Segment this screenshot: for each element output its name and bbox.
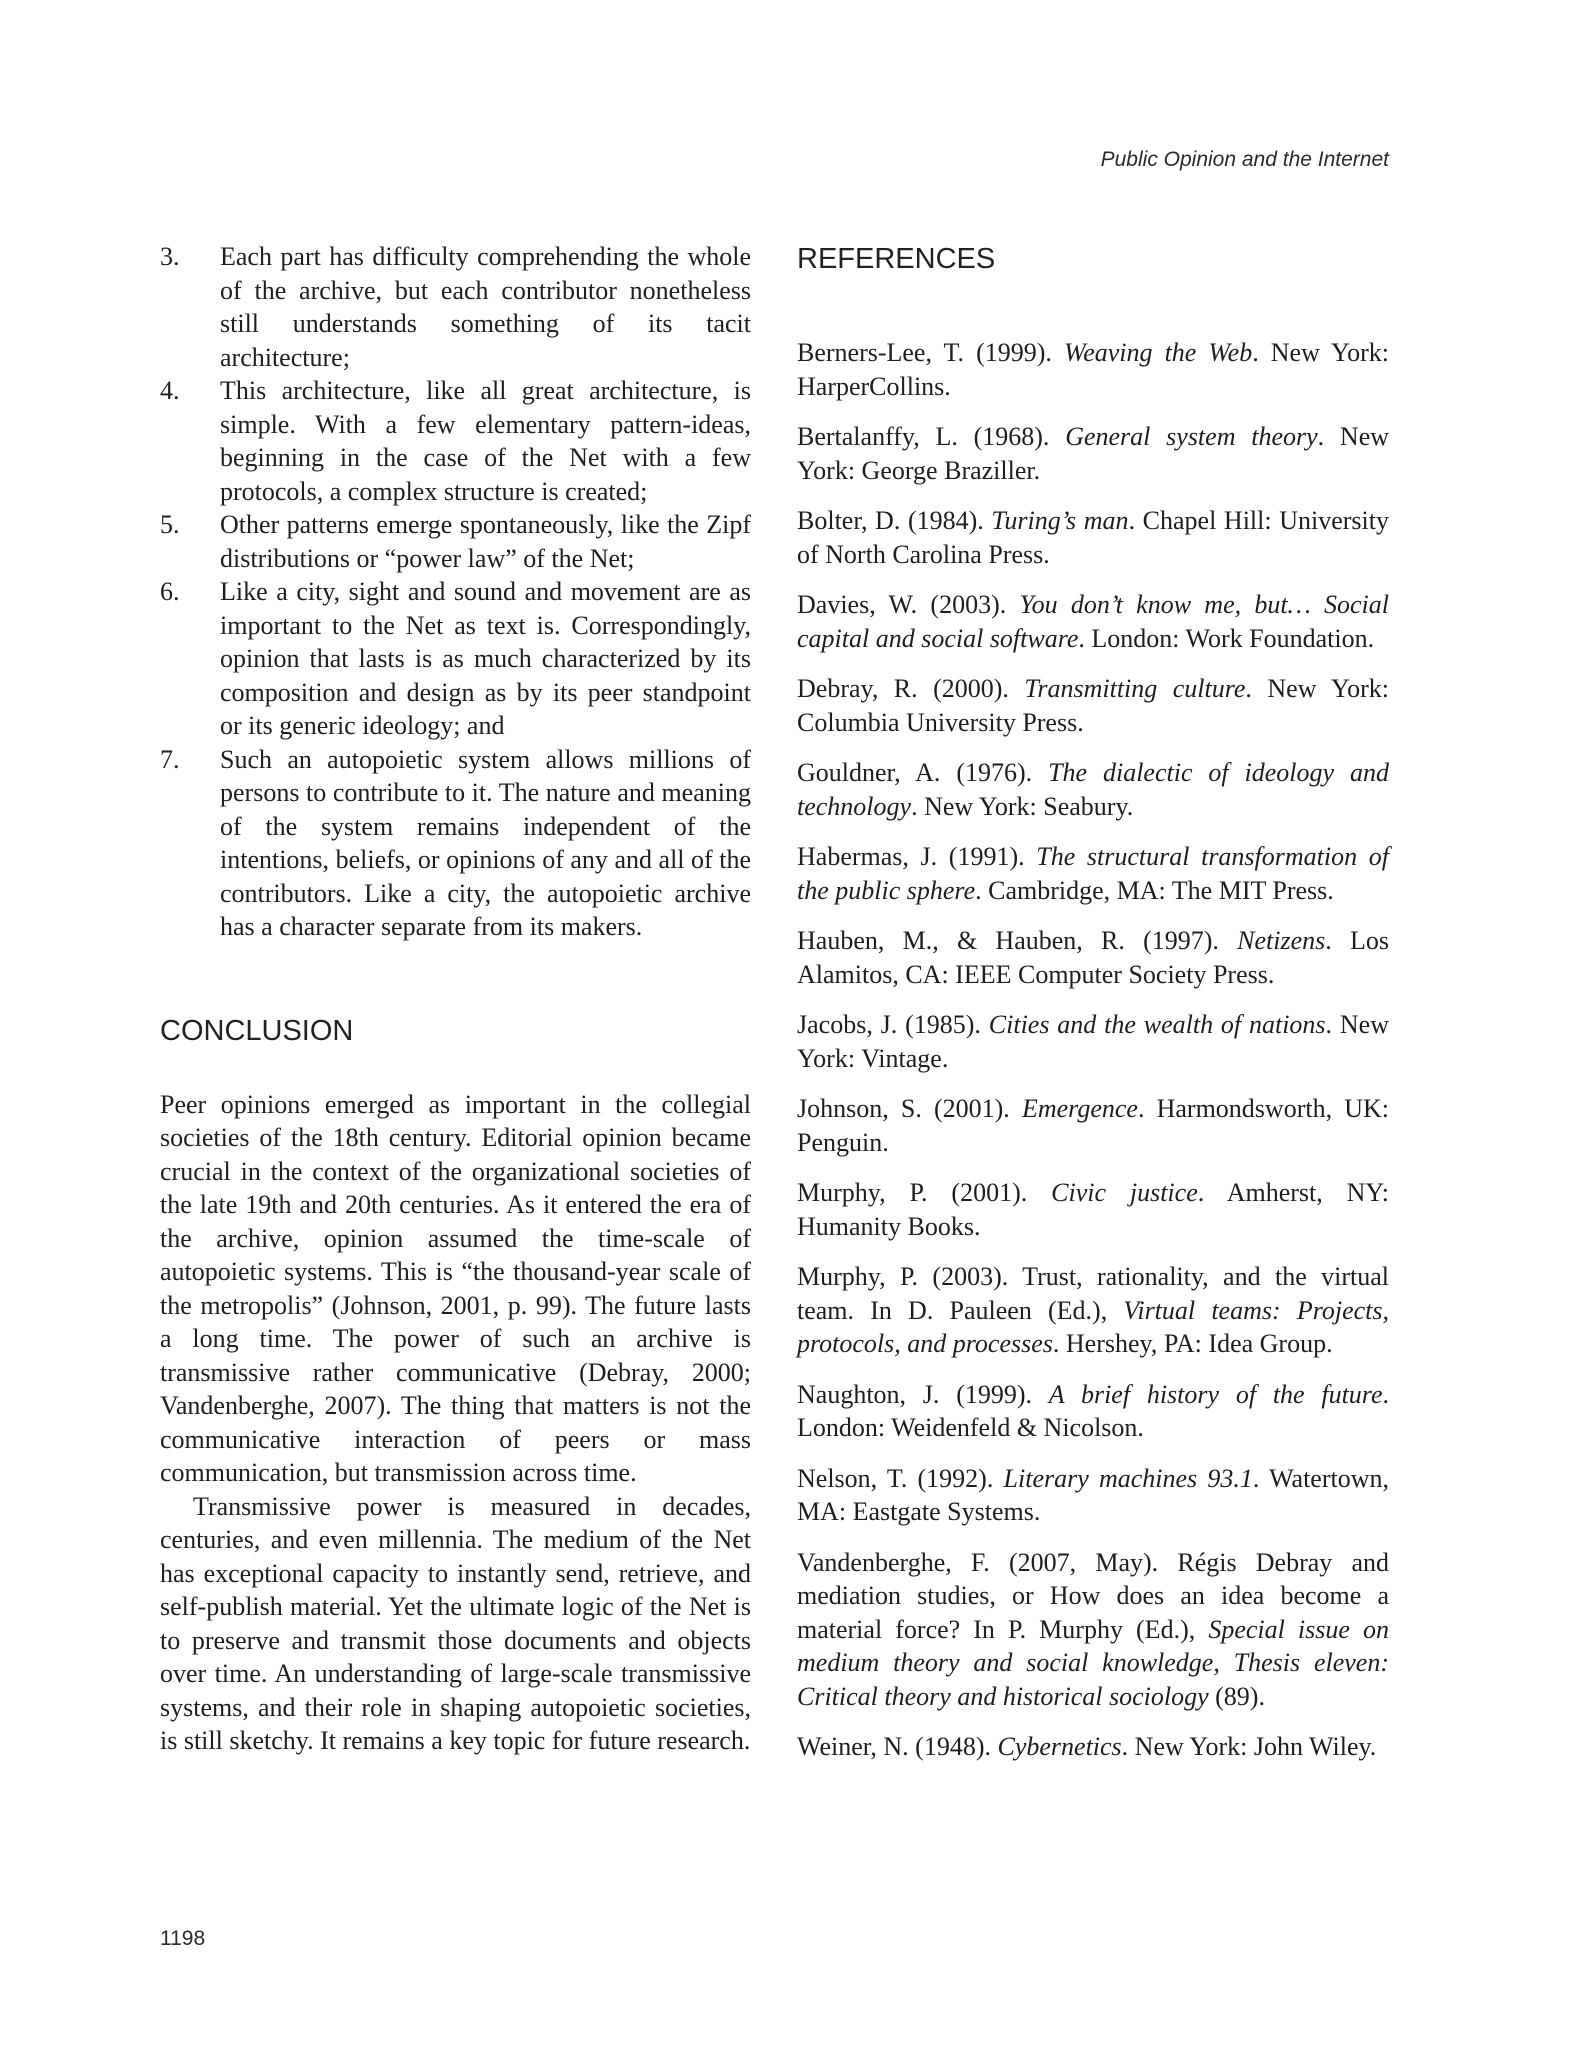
reference-entry: Weiner, N. (1948). Cybernetics. New York: John Wiley.	[797, 1732, 1377, 1761]
reference-title: The dialectic of ideology and technology	[797, 758, 1389, 821]
reference-title: Emergence	[1021, 1094, 1138, 1123]
list-item	[160, 743, 751, 944]
list-item-text: Each part has difficulty comprehending the whole of the archive, but each contributor nonetheless still understands something of its tacit architecture;	[220, 242, 751, 372]
left-column	[160, 240, 751, 1758]
reference-entry: Murphy, P. (2001). Civic justice. Amherst, NY: Humanity Books.	[797, 1178, 1390, 1241]
reference-title: You don’t know me, but… Social capital and social software	[797, 590, 1389, 653]
reference-entry: Gouldner, A. (1976). The dialectic of ideology and technology. New York: Seabury.	[797, 758, 1389, 821]
list-item-text: This architecture, like all great architecture, is simple. With a few elementary pattern-ideas, beginning in the case of the Net with a few protocols, a complex structure is created;	[220, 376, 751, 506]
reference-title: Cybernetics	[997, 1732, 1122, 1761]
reference-entry: Nelson, T. (1992). Literary machines 93.1. Watertown, MA: Eastgate Systems.	[797, 1463, 1390, 1526]
right-column	[797, 240, 1389, 1781]
reference-title: Weaving the Web	[1063, 338, 1253, 367]
conclusion-paragraph: Peer opinions emerged as important in the collegial societies of the 18th century. Editorial opinion became crucial in the context of the organizational societies of the late 19th and 20th centuries. As it entered the era of the archive, opinion assumed the time-scale of autopoietic systems. This is “the thousand-year scale of the metropolis” (Johnson, 2001, p. 99). The future lasts a long time. The power of such an archive is transmissive rather communicative (Debray, 2000; Vandenberghe, 2007). The thing that matters is not the communicative interaction of peers or mass communication, but transmission across time.	[160, 1089, 751, 1487]
reference-title: Civic justice	[1051, 1178, 1198, 1207]
page-number: 1198	[160, 1927, 206, 1950]
conclusion-paragraph: Transmissive power is measured in decades, centuries, and even millennia. The medium of the Net has exceptional capacity to instantly send, retrieve, and self-publish material. Yet the ultimate logic of the Net is to preserve and transmit those documents and objects over time. An understanding of large-scale transmissive systems, and their role in shaping autopoietic societies, is still sketchy. It remains a key topic for future research.	[160, 1491, 751, 1755]
numbered-list	[160, 240, 751, 944]
reference-title: Virtual teams: Projects, protocols, and processes	[797, 1295, 1389, 1358]
reference-entry: Berners-Lee, T. (1999). Weaving the Web. New York: HarperCollins.	[797, 338, 1389, 401]
reference-list	[797, 336, 1389, 1764]
reference-entry: Vandenberghe, F. (2007, May). Régis Debray and mediation studies, or How does an idea become a material force? In P. Murphy (Ed.), Special issue on medium theory and social knowledge, Thesis eleven: Critical theory and historical sociology (89).	[797, 1547, 1389, 1711]
list-item-text: Like a city, sight and sound and movement are as important to the Net as text is. Correspondingly, opinion that lasts is as much characterized by its composition and design as by its peer standpoint or its generic ideology; and	[220, 577, 751, 740]
list-item-number: 6.	[160, 577, 180, 606]
reference-title: Literary machines 93.1	[1003, 1463, 1253, 1493]
reference-title: Transmitting culture	[1024, 674, 1246, 703]
list-item-number: 5.	[160, 510, 180, 539]
running-head: Public Opinion and the Internet	[1100, 148, 1389, 171]
reference-entry: Murphy, P. (2003). Trust, rationality, and the virtual team. In D. Pauleen (Ed.), Virtual teams: Projects, protocols, and processes. Hershey, PA: Idea Group.	[797, 1262, 1389, 1358]
reference-title: Special issue on medium theory and social knowledge, Thesis eleven: Critical theory and historical sociology	[797, 1614, 1389, 1711]
reference-entry: Hauben, M., & Hauben, R. (1997). Netizens. Los Alamitos, CA: IEEE Computer Society Press.	[797, 926, 1390, 989]
reference-entry: Davies, W. (2003). You don’t know me, but… Social capital and social software. London: Work Foundation.	[797, 590, 1389, 653]
list-item	[160, 575, 751, 743]
reference-title: Turing’s man	[991, 506, 1129, 535]
reference-entry: Bolter, D. (1984). Turing’s man. Chapel Hill: University of North Carolina Press.	[797, 506, 1389, 569]
reference-entry: Habermas, J. (1991). The structural transformation of the public sphere. Cambridge, MA: The MIT Press.	[797, 842, 1389, 905]
reference-entry: Johnson, S. (2001). Emergence. Harmondsworth, UK: Penguin.	[797, 1094, 1389, 1157]
list-item	[160, 508, 751, 575]
list-item-number: 7.	[160, 744, 180, 774]
reference-title: General system theory	[1065, 422, 1318, 451]
list-item-number: 4.	[160, 376, 180, 405]
list-item	[160, 240, 751, 374]
reference-title: Cities and the wealth of nations	[988, 1010, 1326, 1039]
list-item-number: 3.	[160, 242, 180, 271]
reference-entry: Naughton, J. (1999). A brief history of the future. London: Weidenfeld & Nicolson.	[797, 1379, 1389, 1442]
conclusion-heading: CONCLUSION	[160, 1014, 354, 1047]
reference-title: A brief history of the future	[1048, 1379, 1383, 1409]
list-item-text: Other patterns emerge spontaneously, like the Zipf distributions or “power law” of the Net;	[220, 510, 751, 573]
reference-entry: Bertalanffy, L. (1968). General system theory. New York: George Braziller.	[797, 422, 1390, 485]
reference-title: Netizens	[1237, 926, 1326, 955]
references-heading: REFERENCES	[797, 243, 996, 275]
list-item-text: Such an autopoietic system allows millions of persons to contribute to it. The nature and meaning of the system remains independent of the intentions, beliefs, or opinions of any and all of the contributors. Like a city, the autopoietic archive has a character separate from its makers.	[220, 744, 751, 941]
reference-entry: Debray, R. (2000). Transmitting culture. New York: Columbia University Press.	[797, 674, 1390, 737]
list-item	[160, 374, 751, 508]
reference-entry: Jacobs, J. (1985). Cities and the wealth of nations. New York: Vintage.	[797, 1010, 1389, 1073]
reference-title: The structural transformation of the public sphere	[797, 842, 1389, 905]
